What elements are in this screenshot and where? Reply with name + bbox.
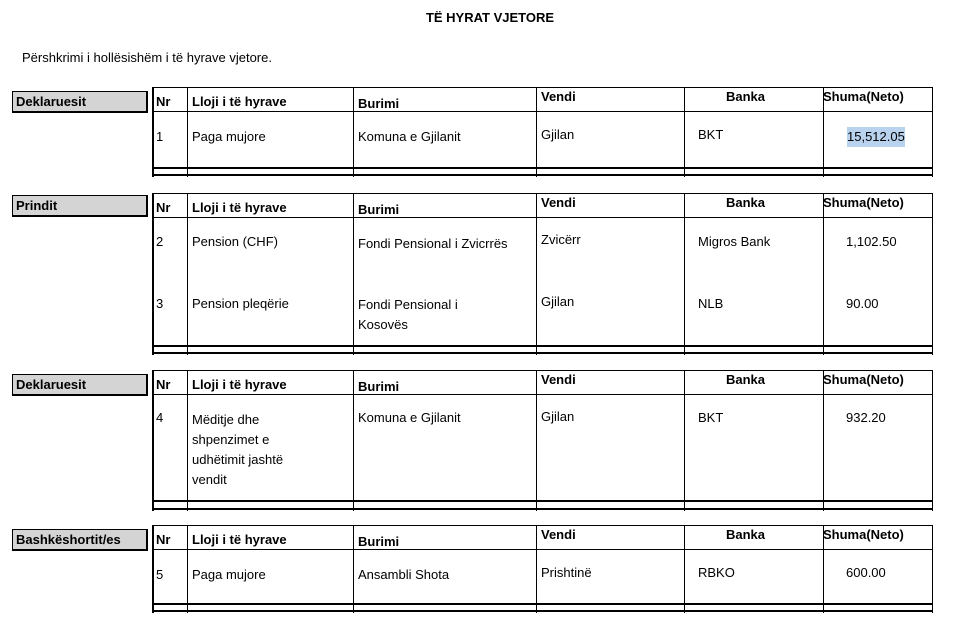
header-banka: Banka bbox=[726, 527, 766, 542]
page-title: TË HYRAT VJETORE bbox=[425, 10, 555, 25]
income-table-3 bbox=[152, 370, 933, 511]
cell-banka: BKT bbox=[698, 410, 724, 425]
page-description: Përshkrimi i hollësishëm i të hyrave vjetore. bbox=[22, 50, 272, 65]
header-burimi: Burimi bbox=[358, 96, 400, 111]
cell-nr: 2 bbox=[156, 234, 164, 249]
cell-nr: 4 bbox=[156, 410, 164, 425]
cell-banka: BKT bbox=[698, 127, 724, 142]
cell-burimi: Fondi Pensional i Kosovës bbox=[358, 297, 458, 332]
cell-lloji: Mëditje dhe shpenzimet e udhëtimit jashtë vendit bbox=[192, 412, 284, 487]
cell-lloji: Paga mujore bbox=[192, 129, 266, 144]
header-banka: Banka bbox=[726, 89, 766, 104]
header-shuma: Shuma(Neto) bbox=[823, 195, 904, 210]
income-table-4 bbox=[152, 525, 933, 613]
header-banka: Banka bbox=[726, 195, 766, 210]
cell-burimi: Ansambli Shota bbox=[358, 567, 450, 582]
cell-nr: 5 bbox=[156, 567, 164, 582]
header-vendi: Vendi bbox=[541, 195, 576, 210]
cell-shuma: 600.00 bbox=[846, 565, 886, 580]
cell-shuma: 90.00 bbox=[846, 296, 879, 311]
cell-nr: 1 bbox=[156, 129, 164, 144]
cell-lloji: Paga mujore bbox=[192, 567, 266, 582]
cell-banka: RBKO bbox=[698, 565, 735, 580]
header-lloji: Lloji i të hyrave bbox=[192, 200, 287, 215]
header-shuma: Shuma(Neto) bbox=[823, 527, 904, 542]
header-nr: Nr bbox=[156, 94, 171, 109]
cell-banka: Migros Bank bbox=[698, 234, 771, 249]
cell-vendi: Gjilan bbox=[541, 294, 575, 309]
section-label-prindit: Prindit bbox=[12, 195, 148, 217]
cell-shuma: 932.20 bbox=[846, 410, 886, 425]
cell-shuma: 1,102.50 bbox=[846, 234, 897, 249]
header-banka: Banka bbox=[726, 372, 766, 387]
header-shuma: Shuma(Neto) bbox=[823, 89, 904, 104]
cell-vendi: Prishtinë bbox=[541, 565, 592, 580]
income-table-1 bbox=[152, 87, 933, 177]
cell-nr: 3 bbox=[156, 296, 164, 311]
income-table-2 bbox=[152, 193, 933, 355]
header-vendi: Vendi bbox=[541, 372, 576, 387]
header-vendi: Vendi bbox=[541, 527, 576, 542]
cell-vendi: Zvicërr bbox=[541, 232, 581, 247]
header-burimi: Burimi bbox=[358, 534, 400, 549]
header-shuma: Shuma(Neto) bbox=[823, 372, 904, 387]
cell-vendi: Gjilan bbox=[541, 127, 575, 142]
cell-vendi: Gjilan bbox=[541, 409, 575, 424]
cell-burimi: Komuna e Gjilanit bbox=[358, 410, 461, 425]
cell-lloji: Pension (CHF) bbox=[192, 234, 278, 249]
cell-banka: NLB bbox=[698, 296, 724, 311]
header-vendi: Vendi bbox=[541, 89, 576, 104]
cell-lloji: Pension pleqërie bbox=[192, 296, 289, 311]
cell-burimi: Fondi Pensional i Zvicrrës bbox=[358, 236, 508, 251]
section-label-deklaruesit: Deklaruesit bbox=[12, 91, 148, 113]
section-label-bashkeshortit: Bashkëshortit/es bbox=[12, 529, 148, 551]
header-nr: Nr bbox=[156, 377, 171, 392]
header-lloji: Lloji i të hyrave bbox=[192, 532, 287, 547]
header-nr: Nr bbox=[156, 200, 171, 215]
header-nr: Nr bbox=[156, 532, 171, 547]
header-lloji: Lloji i të hyrave bbox=[192, 377, 287, 392]
header-lloji: Lloji i të hyrave bbox=[192, 94, 287, 109]
header-burimi: Burimi bbox=[358, 202, 400, 217]
cell-shuma-selected[interactable]: 15,512.05 bbox=[847, 127, 905, 147]
section-label-deklaruesit: Deklaruesit bbox=[12, 374, 148, 396]
cell-burimi: Komuna e Gjilanit bbox=[358, 129, 461, 144]
header-burimi: Burimi bbox=[358, 379, 400, 394]
